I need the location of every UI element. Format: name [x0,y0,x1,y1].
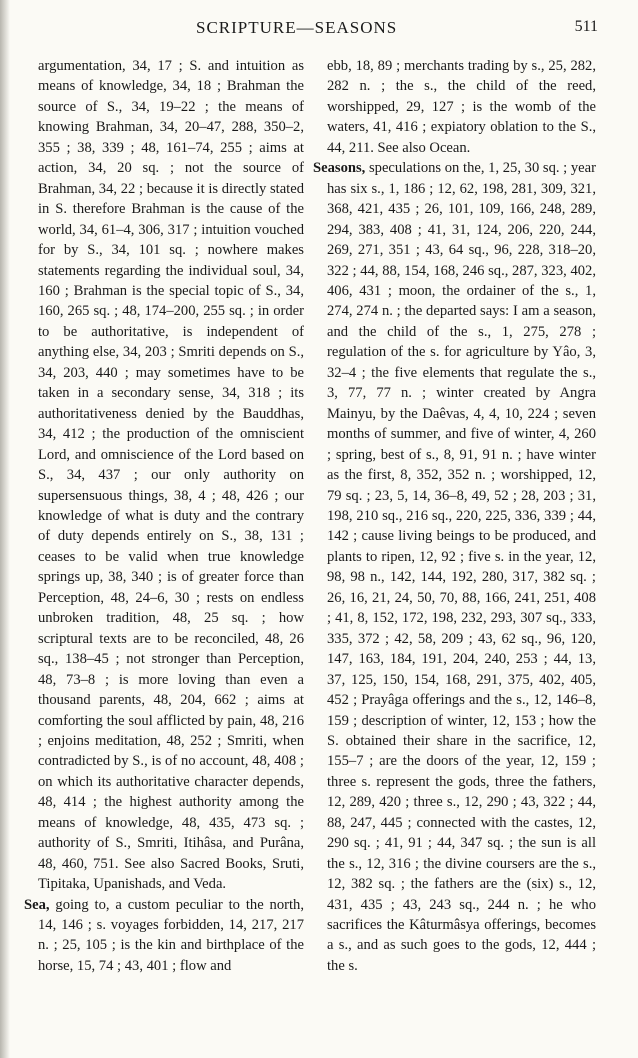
running-header [0,18,638,40]
right-column [313,56,596,976]
entry-scripture-continued [24,56,304,895]
entry-sea [24,895,304,977]
entry-headword: Seasons, [313,160,366,177]
page-number: 511 [574,18,598,35]
entry-text: argumentation, 34, 17 ; S. and intuition as means of knowledge, 34, 18 ; Brahman the source of S., 34, 19–22 ; the means of knowing Brahman, 34, 20–47, 288, 350–2, 355 ; 38, 339 ; 48, 161–74, 255 ; aims at action, 34, 20 sq. ; not the source of Brahman, 34, 22 ; because it is directly stated in S. therefore Brahman is the cause of the world, 34, 61–4, 306, 317 ; intuition vouched for by S., 34, 101 sq. ; nowhere makes statements regarding the individual soul, 34, 160 ; Brahman is the special topic of S., 34, 160, 265 sq. ; 48, 174–200, 255 sq. ; in order to be authoritative, is independent of anything else, 34, 203 ; Smriti depends on S., 34, 203, 440 ; may sometimes have to be taken in a secondary sense, 34, 318 ; its authoritativeness denied by the Bauddhas, 34, 412 ; the production of the omniscient Lord, and omniscience of the Lord based on S., 34, 437 ; our only authority on supersensuous things, 38, 4 ; 48, 426 ; our knowledge of what is duty and the contrary of duty depends entirely on S., 38, 131 ; ceases to be valid when true knowledge springs up, 38, 340 ; is of greater force than Perception, 48, 24–6, 30 ; rests on endless unbroken tradition, 48, 25 sq. ; how scriptural texts are to be reconciled, 48, 26 sq., 138–45 ; not stronger than Perception, 48, 73–8 ; is more loving than even a thousand parents, 48, 204, 662 ; aims at comforting the soul afflicted by pain, 48, 216 ; enjoins meditation, 48, 252 ; Smriti, when contradicted by S., is of no account, 48, 408 ; on which its authoritative character depends, 48, 414 ; the highest authority among the means of knowledge, 48, 435, 473 sq. ; authority of S., Smriti, Itihâsa, and Purâna, 48, 460, 751. See also Sacred Books, Sruti, Tipitaka, Upanishads, and Veda. [38,58,304,893]
page-gutter-shadow [0,0,10,1058]
entry-text: going to, a custom peculiar to the north, 14, 146 ; s. voyages forbidden, 14, 217, 217 n. ; 25, 105 ; is the kin and birthplace of the horse, 15, 74 ; 43, 401 ; flow and [38,896,304,974]
entry-text: ebb, 18, 89 ; merchants trading by s., 25, 282, 282 n. ; the s., the child of the reed, worshipped, 29, 127 ; is the womb of the waters, 41, 416 ; expiatory oblation to the S., 44, 211. See also Ocean. [327,58,596,156]
entry-text: speculations on the, 1, 25, 30 sq. ; year has six s., 1, 186 ; 12, 62, 198, 281, 309, 321, 368, 421, 435 ; 26, 101, 109, 166, 248, 289, 294, 383, 408 ; 41, 31, 124, 206, 220, 244, 269, 271, 351 ; 43, 64 sq., 96, 228, 318–20, 322 ; 44, 88, 154, 168, 246 sq., 287, 323, 402, 406, 431 ; moon, the ordainer of the s., 1, 274, 274 n. ; the departed says: I am a season, and the child of the s., 1, 275, 278 ; regulation of the s. for agriculture by Yâo, 3, 32–4 ; the five elements that regulate the s., 3, 77, 77 n. ; winter created by Angra Mainyu, by the Daêvas, 4, 4, 10, 224 ; seven months of summer, and five of winter, 4, 260 ; spring, best of s., 8, 91, 91 n. ; have winter as the first, 8, 352, 352 n. ; worshipped, 12, 79 sq. ; 23, 5, 14, 36–8, 49, 52 ; 28, 203 ; 31, 198, 210 sq., 216 sq., 220, 225, 336, 339 ; 44, 142 ; cause living beings to be produced, and plants to ripen, 12, 92 ; five s. in the year, 12, 98, 98 n., 142, 144, 192, 280, 317, 382 sq. ; 26, 16, 21, 24, 50, 70, 88, 166, 241, 251, 408 ; 41, 8, 152, 172, 198, 232, 293, 307 sq., 333, 335, 372 ; 42, 58, 209 ; 43, 62 sq., 96, 120, 147, 163, 184, 191, 204, 240, 253 ; 44, 13, 37, 125, 150, 154, 168, 291, 375, 402, 405, 452 ; Prayâga offerings and the s., 12, 146–8, 159 ; description of winter, 12, 153 ; how the S. obtained their share in the sacrifice, 12, 155–7 ; are the doors of the year, 12, 159 ; three s. represent the gods, three the fathers, 12, 289, 420 ; three s., 12, 290 ; 43, 322 ; 44, 88, 247, 445 ; connected with the castes, 12, 290 sq. ; 41, 91 ; 44, 347 sq. ; the sun is all the s., 12, 316 ; the divine coursers are the s., 12, 382 sq. ; the fathers are the (six) s., 12, 431, 435 ; 43, 243 sq., 244 n. ; he who sacrifices the Kâturmâsya offerings, becomes a s., and as such goes to the gods, 12, 444 ; the s. [327,160,596,974]
entry-sea-continued [313,56,596,158]
left-column [24,56,304,976]
entry-headword: Sea, [24,896,50,913]
running-title: SCRIPTURE—SEASONS [196,18,398,37]
entry-seasons [313,158,596,976]
